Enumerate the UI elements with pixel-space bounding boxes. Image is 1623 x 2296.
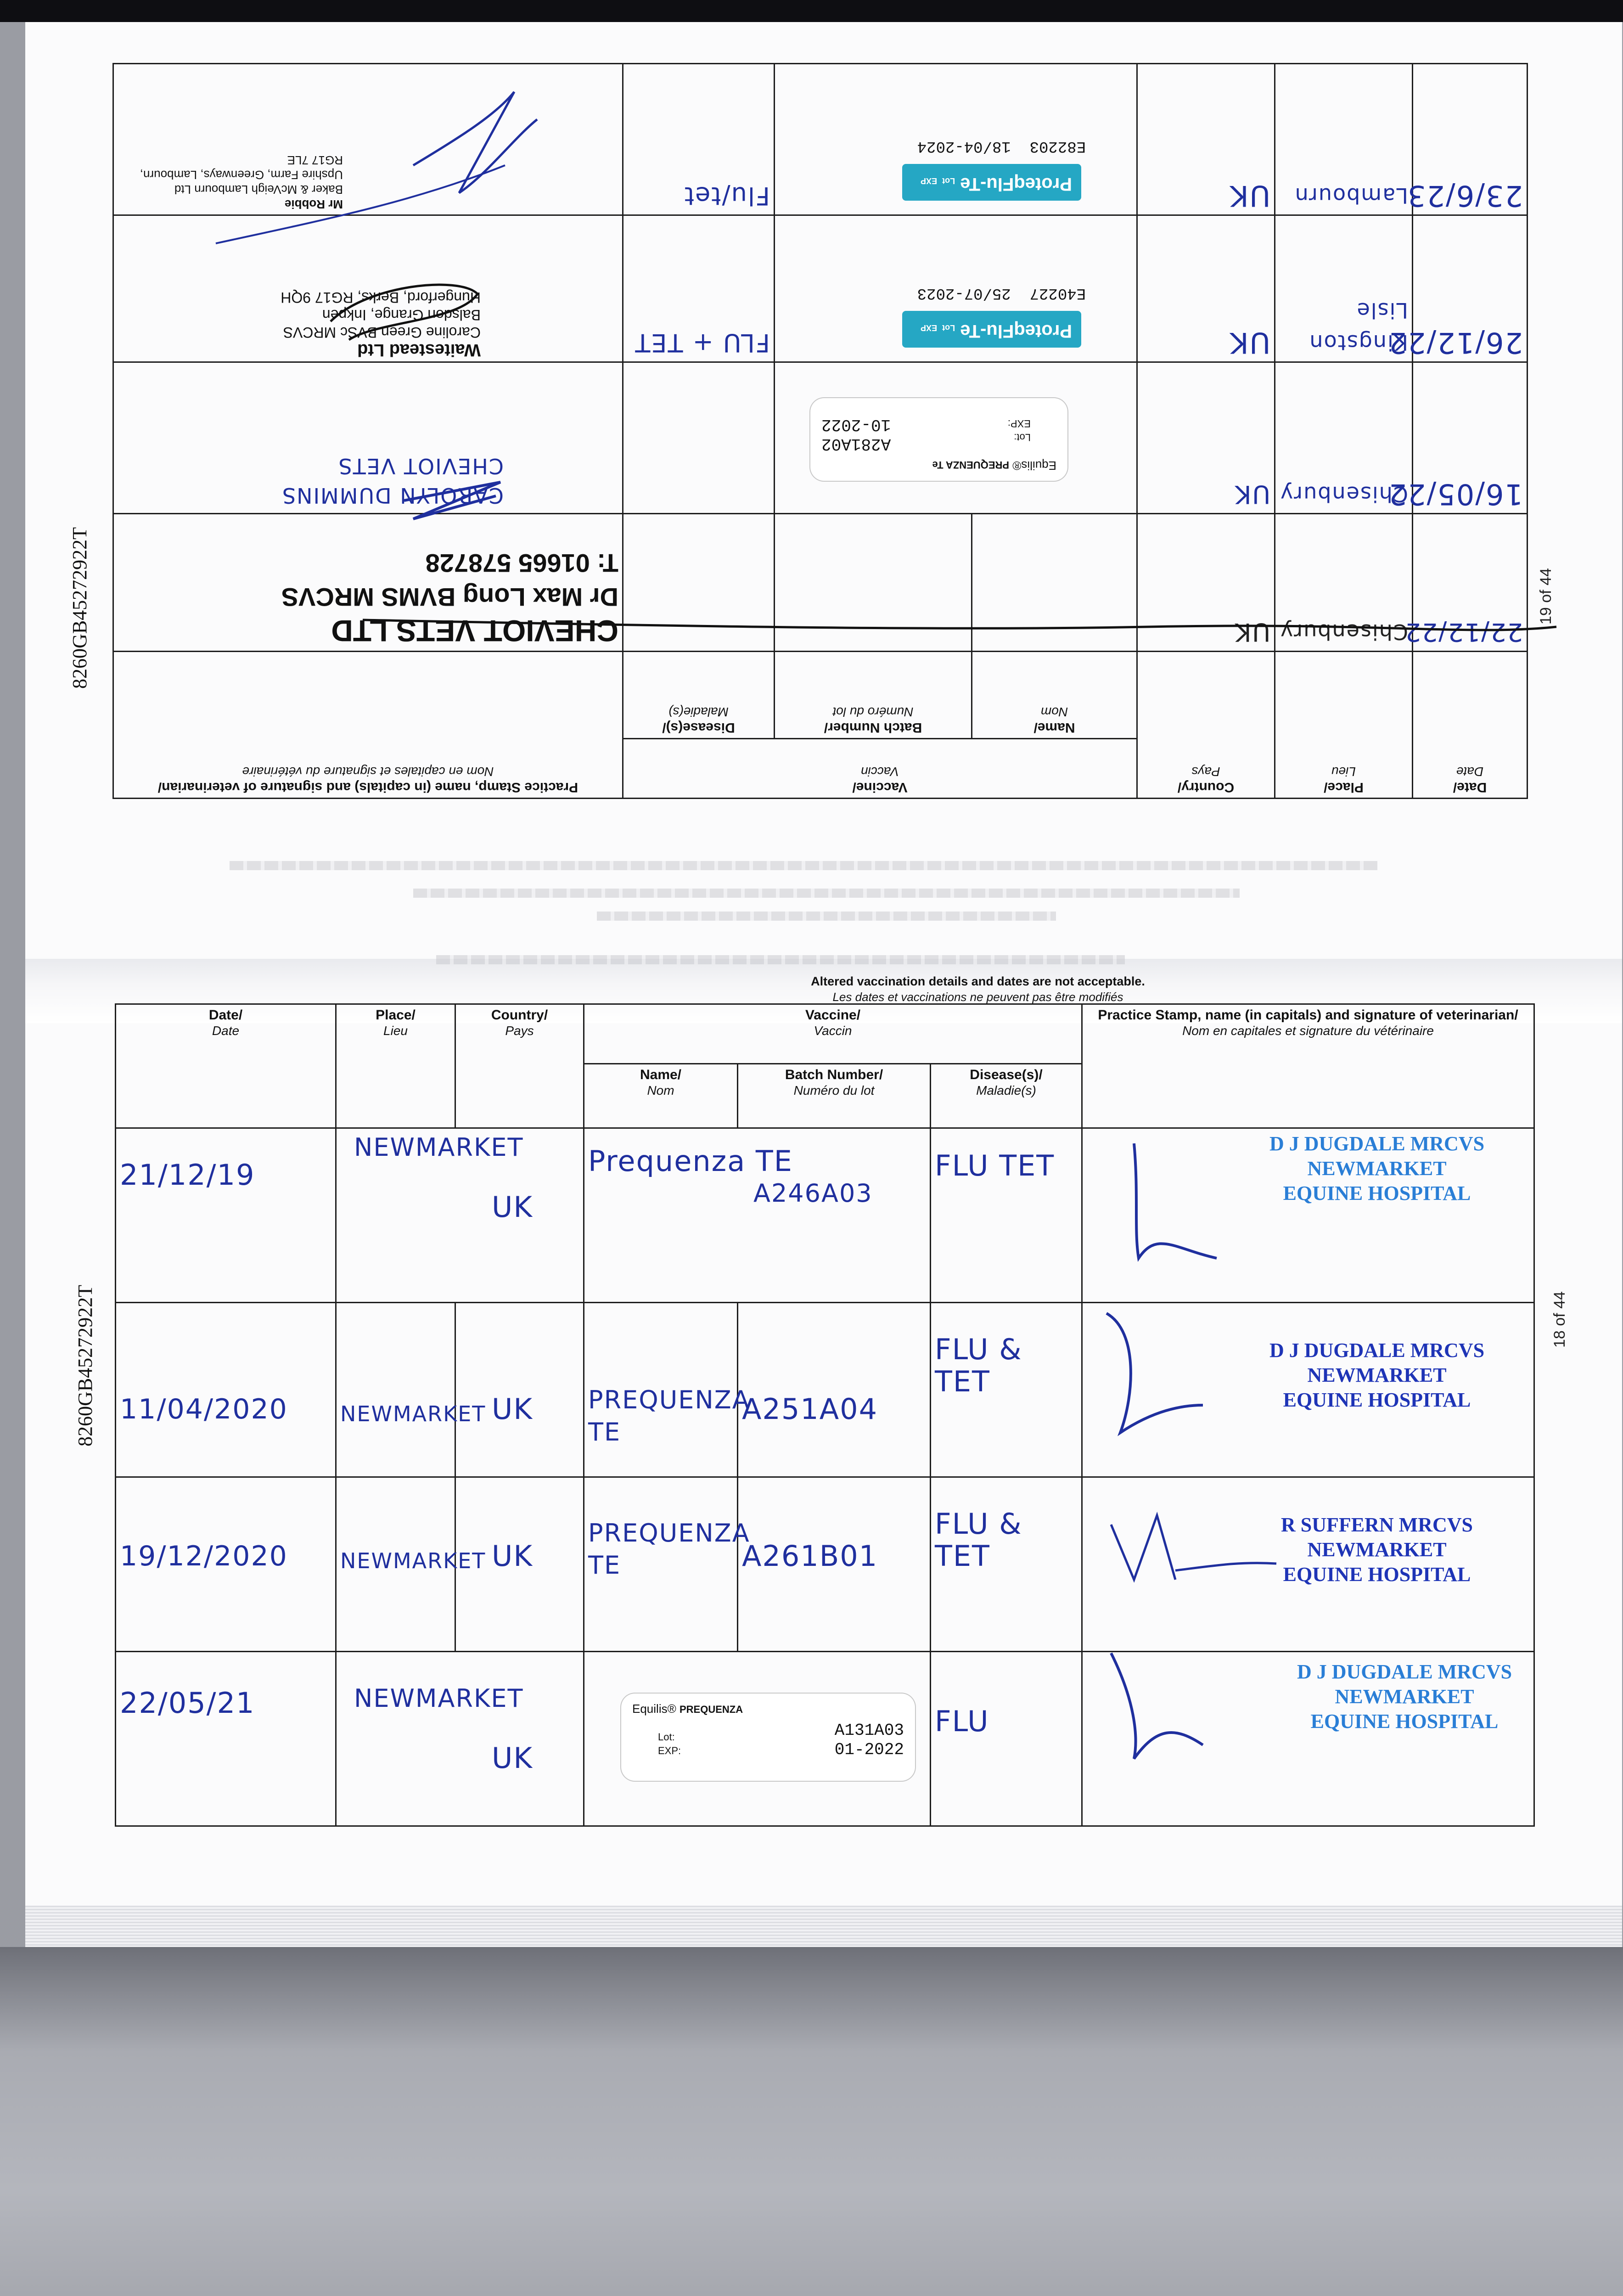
upper-row-1-date: 22/12/22: [1413, 514, 1528, 652]
lower-row-2-place: NEWMARKET: [336, 1303, 455, 1477]
serial-number-upper: 8260GB45272922T: [68, 527, 91, 689]
lower-row-1-date: 21/12/19: [116, 1128, 336, 1303]
cheviot-stamp-tel: T: 01665 578728: [425, 549, 618, 578]
header-disease: Disease(s)/ Maladie(s): [623, 652, 774, 739]
upper-row-3-disease: FLU + TET: [623, 215, 774, 362]
header-place: Place/ Lieu: [336, 1004, 455, 1128]
lower-row-3-name: PREQUENZA TE: [584, 1477, 738, 1652]
lower-row-4-disease: FLU: [931, 1652, 1082, 1826]
lower-row-2-date: 11/04/2020: [116, 1303, 336, 1477]
header-country: Country/ Pays: [1137, 652, 1275, 799]
lower-row-1-disease: FLU TET: [931, 1128, 1082, 1303]
upper-row-4-place: Lambourn: [1275, 64, 1413, 215]
lower-row-3-disease: FLU & TET: [931, 1477, 1082, 1652]
header-batch: Batch Number/ Numéro du lot: [738, 1064, 931, 1128]
header-vaccine: Vaccine/ Vaccin: [584, 1004, 1082, 1064]
upper-row-4-country: UK: [1137, 64, 1275, 215]
upper-row-3-country: UK: [1137, 215, 1275, 362]
signature-scribble: [1111, 1653, 1203, 1759]
upper-row-1-country: UK: [1137, 514, 1275, 652]
proteqflu-tag: ProteqFlu-Te Lot EXP: [902, 311, 1081, 348]
lower-row-1-vaccine: Prequenza TE A246A03: [584, 1128, 931, 1303]
header-disease: Disease(s)/ Maladie(s): [931, 1064, 1082, 1128]
page-number-upper: 19 of 44: [1537, 568, 1555, 625]
upper-row-2-place: Chisenbury: [1275, 362, 1413, 514]
header-date: Date/ Date: [1413, 652, 1528, 799]
lower-row-4-place: NEWMARKET UK: [336, 1652, 584, 1826]
header-name: Name/ Nom: [584, 1064, 738, 1128]
practice-stamp: R SUFFERN MRCVS NEWMARKET EQUINE HOSPITAL: [1281, 1514, 1473, 1586]
header-place: Place/ Lieu: [1275, 652, 1413, 799]
header-practice: Practice Stamp, name (in capitals) and signature of veterinarian/ Nom en capitales et signature du vétérinaire: [1082, 1004, 1534, 1128]
upper-row-4-date: 23/6/23: [1413, 64, 1528, 215]
practice-stamp: D J DUGDALE MRCVS NEWMARKET EQUINE HOSPITAL: [1269, 1339, 1485, 1411]
cheviot-stamp-name: CHEVIOT VETS LTD: [331, 614, 618, 648]
lower-row-2-batch: A251A04: [738, 1303, 931, 1477]
header-date: Date/ Date: [116, 1004, 336, 1128]
practice-stamp: D J DUGDALE MRCVS NEWMARKET EQUINE HOSPITAL: [1269, 1132, 1485, 1204]
lower-row-3-place: NEWMARKET: [336, 1477, 455, 1652]
header-practice: Practice Stamp, name (in capitals) and signature of veterinarian/ Nom en capitales et signature du vétérinaire: [113, 652, 623, 799]
lower-row-4-date: 22/05/21: [116, 1652, 336, 1826]
proteqflu-tag: ProteqFlu-Te Lot EXP: [902, 164, 1081, 201]
signature-scribble: [1111, 1515, 1276, 1580]
vet-handwritten-name: CAROLYN DUMMINS CHEVIOT VETS: [281, 454, 504, 508]
header-vaccine: Vaccine/ Vaccin: [623, 739, 1137, 799]
lower-row-3-date: 19/12/2020: [116, 1477, 336, 1652]
upper-row-1-place: Chisenbury: [1275, 514, 1413, 652]
proteqflu-tag-batch: E40227 25/07-2023: [917, 284, 1086, 302]
altered-notice: Altered vaccination details and dates are not acceptable. Les dates et vaccinations ne peuvent pas être modifiés: [811, 974, 1145, 1004]
serial-number-lower: 8260GB45272922T: [74, 1285, 96, 1446]
cheviot-stamp-vet: Dr Max Long BVMS MRCVS: [281, 583, 618, 612]
upper-row-3-date: 26/12/22: [1413, 215, 1528, 362]
proteqflu-tag-batch: E82203 18/04-2024: [917, 137, 1086, 155]
lower-row-3-country: UK: [455, 1477, 584, 1652]
lower-row-2-name: PREQUENZA TE: [584, 1303, 738, 1477]
equilis-sticker: Equilis® PREQUENZA Lot: EXP: A131A03 01-2022: [621, 1694, 915, 1781]
header-country: Country/ Pays: [455, 1004, 584, 1128]
page-number-lower: 18 of 44: [1551, 1291, 1568, 1348]
header-batch: Batch Number/ Numéro du lot: [775, 652, 972, 739]
upper-row-4-disease: Flu/tet: [623, 64, 774, 215]
waitestead-stamp: Waitestead Ltd Caroline Green BVSc MRCVS Balsdon Grange, Inkpen Hungerford, Berks, RG17 9QH: [281, 289, 481, 360]
practice-stamp: D J DUGDALE MRCVS NEWMARKET EQUINE HOSPITAL: [1297, 1660, 1512, 1733]
signature-scribble: [1106, 1313, 1203, 1433]
upper-row-2-country: UK: [1137, 362, 1275, 514]
lower-row-2-disease: FLU & TET: [931, 1303, 1082, 1477]
lower-row-3-batch: A261B01: [738, 1477, 931, 1652]
lower-row-1-place: NEWMARKET UK: [336, 1128, 584, 1303]
baker-mcveigh-stamp: Mr Robbie Baker & McVeigh Lambourn Ltd Upshire Farm, Greenways, Lambourn, RG17 7LE: [140, 153, 343, 211]
equilis-sticker: Equilis® PREQUENZA Te Lot: EXP: A281A02 10-2022: [810, 398, 1067, 481]
passport-cover: [0, 1947, 1623, 2296]
upper-row-2-date: 16/05/22: [1413, 362, 1528, 514]
signature-scribble: [1134, 1143, 1217, 1258]
upper-row-3-place: Kingston Lisle: [1275, 215, 1413, 362]
header-name: Name/ Nom: [972, 652, 1137, 739]
lower-row-2-country: UK: [455, 1303, 584, 1477]
